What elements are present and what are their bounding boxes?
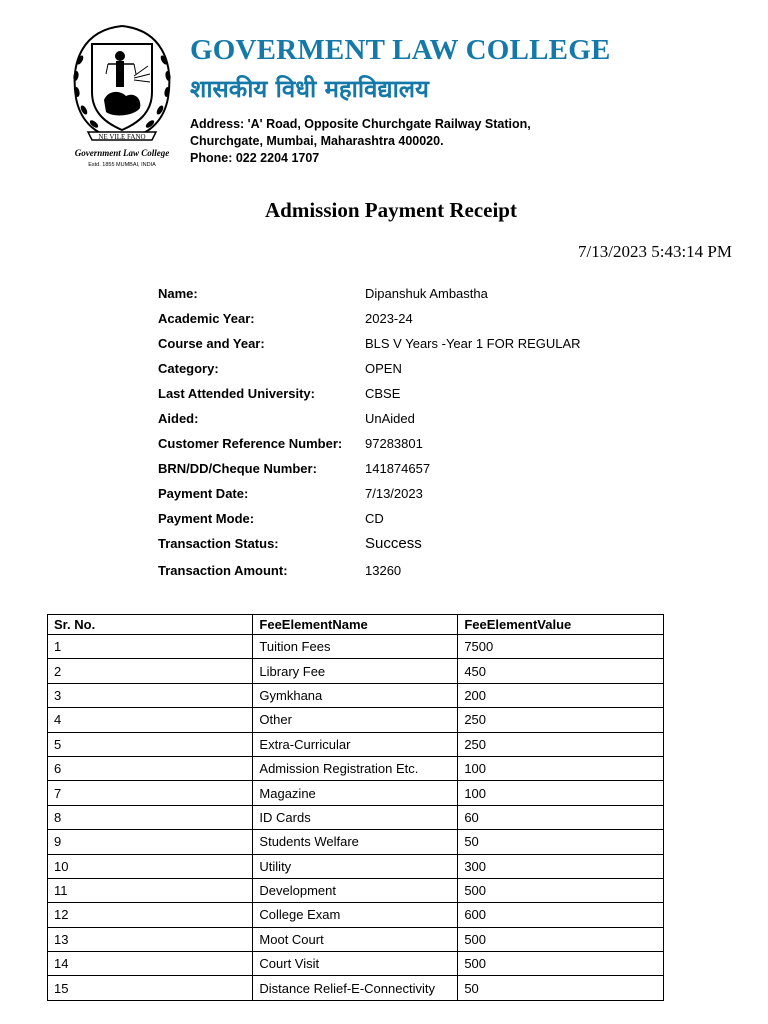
table-row bbox=[48, 781, 664, 805]
table-cell: Students Welfare bbox=[253, 830, 458, 854]
table-row bbox=[48, 756, 664, 780]
receipt-title: Admission Payment Receipt bbox=[265, 198, 517, 222]
table-cell: Development bbox=[253, 878, 458, 902]
table-cell: 500 bbox=[458, 878, 664, 902]
detail-value: 2023-24 bbox=[365, 311, 413, 326]
table-row bbox=[48, 683, 664, 707]
phone-number: Phone: 022 2204 1707 bbox=[190, 151, 320, 165]
detail-value: Dipanshuk Ambastha bbox=[365, 286, 488, 301]
table-cell: 100 bbox=[458, 756, 664, 780]
detail-label: BRN/DD/Cheque Number: bbox=[158, 461, 317, 476]
table-cell: 250 bbox=[458, 708, 664, 732]
table-cell: 600 bbox=[458, 903, 664, 927]
table-cell: 14 bbox=[48, 952, 253, 976]
table-cell: 1 bbox=[48, 635, 253, 659]
column-header: FeeElementName bbox=[253, 615, 458, 635]
receipt-datetime: 7/13/2023 5:43:14 PM bbox=[578, 242, 732, 261]
college-logo bbox=[64, 20, 180, 170]
detail-label: Transaction Status: bbox=[158, 536, 279, 551]
detail-label: Transaction Amount: bbox=[158, 563, 288, 578]
table-cell: 100 bbox=[458, 781, 664, 805]
table-cell: 13 bbox=[48, 927, 253, 951]
table-row bbox=[48, 927, 664, 951]
table-cell: Court Visit bbox=[253, 952, 458, 976]
table-cell: Gymkhana bbox=[253, 683, 458, 707]
table-cell: 300 bbox=[458, 854, 664, 878]
detail-label: Course and Year: bbox=[158, 336, 265, 351]
table-cell: Utility bbox=[253, 854, 458, 878]
table-cell: 7 bbox=[48, 781, 253, 805]
table-cell: Moot Court bbox=[253, 927, 458, 951]
table-cell: 250 bbox=[458, 732, 664, 756]
table-cell: Other bbox=[253, 708, 458, 732]
table-row bbox=[48, 903, 664, 927]
table-cell: 50 bbox=[458, 830, 664, 854]
table-row bbox=[48, 830, 664, 854]
detail-label: Academic Year: bbox=[158, 311, 255, 326]
table-cell: 4 bbox=[48, 708, 253, 732]
detail-label: Last Attended University: bbox=[158, 386, 315, 401]
table-cell: 2 bbox=[48, 659, 253, 683]
detail-label: Category: bbox=[158, 361, 219, 376]
table-cell: 6 bbox=[48, 756, 253, 780]
detail-label: Payment Mode: bbox=[158, 511, 255, 526]
detail-value: BLS V Years -Year 1 FOR REGULAR bbox=[365, 336, 581, 351]
table-cell: 15 bbox=[48, 976, 253, 1000]
table-row bbox=[48, 659, 664, 683]
table-cell: 9 bbox=[48, 830, 253, 854]
table-row bbox=[48, 732, 664, 756]
detail-label: Customer Reference Number: bbox=[158, 436, 343, 451]
table-cell: Distance Relief-E-Connectivity bbox=[253, 976, 458, 1000]
table-cell: Library Fee bbox=[253, 659, 458, 683]
table-cell: Extra-Curricular bbox=[253, 732, 458, 756]
detail-value: CD bbox=[365, 511, 384, 526]
table-cell: 50 bbox=[458, 976, 664, 1000]
table-cell: 3 bbox=[48, 683, 253, 707]
table-row bbox=[48, 854, 664, 878]
logo-estd: Estd. 1855 MUMBAI, INDIA bbox=[88, 162, 156, 168]
table-row bbox=[48, 878, 664, 902]
table-cell: 10 bbox=[48, 854, 253, 878]
fee-table bbox=[47, 614, 664, 1001]
column-header: Sr. No. bbox=[48, 615, 253, 635]
table-cell: 7500 bbox=[458, 635, 664, 659]
status-value: Success bbox=[365, 535, 422, 552]
table-cell: 200 bbox=[458, 683, 664, 707]
table-cell: ID Cards bbox=[253, 805, 458, 829]
table-header-row bbox=[48, 615, 664, 635]
table-row bbox=[48, 635, 664, 659]
detail-value: OPEN bbox=[365, 361, 402, 376]
table-cell: 60 bbox=[458, 805, 664, 829]
detail-label: Aided: bbox=[158, 411, 199, 426]
college-name-english: GOVERMENT LAW COLLEGE bbox=[190, 34, 611, 66]
address-line-2: Churchgate, Mumbai, Maharashtra 400020. bbox=[190, 134, 444, 148]
table-cell: 450 bbox=[458, 659, 664, 683]
detail-value: 7/13/2023 bbox=[365, 486, 423, 501]
logo-name: Government Law College bbox=[74, 148, 170, 158]
table-cell: 500 bbox=[458, 927, 664, 951]
table-cell: 500 bbox=[458, 952, 664, 976]
table-row bbox=[48, 708, 664, 732]
college-crest-icon bbox=[64, 20, 180, 170]
detail-label: Name: bbox=[158, 286, 198, 301]
address-line-1: Address: 'A' Road, Opposite Churchgate Railway Station, bbox=[190, 117, 531, 131]
detail-label: Payment Date: bbox=[158, 486, 249, 501]
detail-value: 97283801 bbox=[365, 436, 423, 451]
table-row bbox=[48, 952, 664, 976]
college-name-hindi: शासकीय विधी महाविद्यालय bbox=[190, 75, 429, 103]
detail-value: 141874657 bbox=[365, 461, 431, 476]
table-cell: College Exam bbox=[253, 903, 458, 927]
table-row bbox=[48, 805, 664, 829]
table-cell: 5 bbox=[48, 732, 253, 756]
column-header: FeeElementValue bbox=[458, 615, 664, 635]
table-cell: Magazine bbox=[253, 781, 458, 805]
detail-value: 13260 bbox=[365, 563, 402, 578]
table-row bbox=[48, 976, 664, 1000]
table-cell: 11 bbox=[48, 878, 253, 902]
logo-motto: NE VILE FANO bbox=[98, 133, 146, 141]
table-cell: Tuition Fees bbox=[253, 635, 458, 659]
table-cell: Admission Registration Etc. bbox=[253, 756, 458, 780]
detail-value: CBSE bbox=[365, 386, 401, 401]
table-cell: 8 bbox=[48, 805, 253, 829]
detail-value: UnAided bbox=[365, 411, 415, 426]
table-cell: 12 bbox=[48, 903, 253, 927]
